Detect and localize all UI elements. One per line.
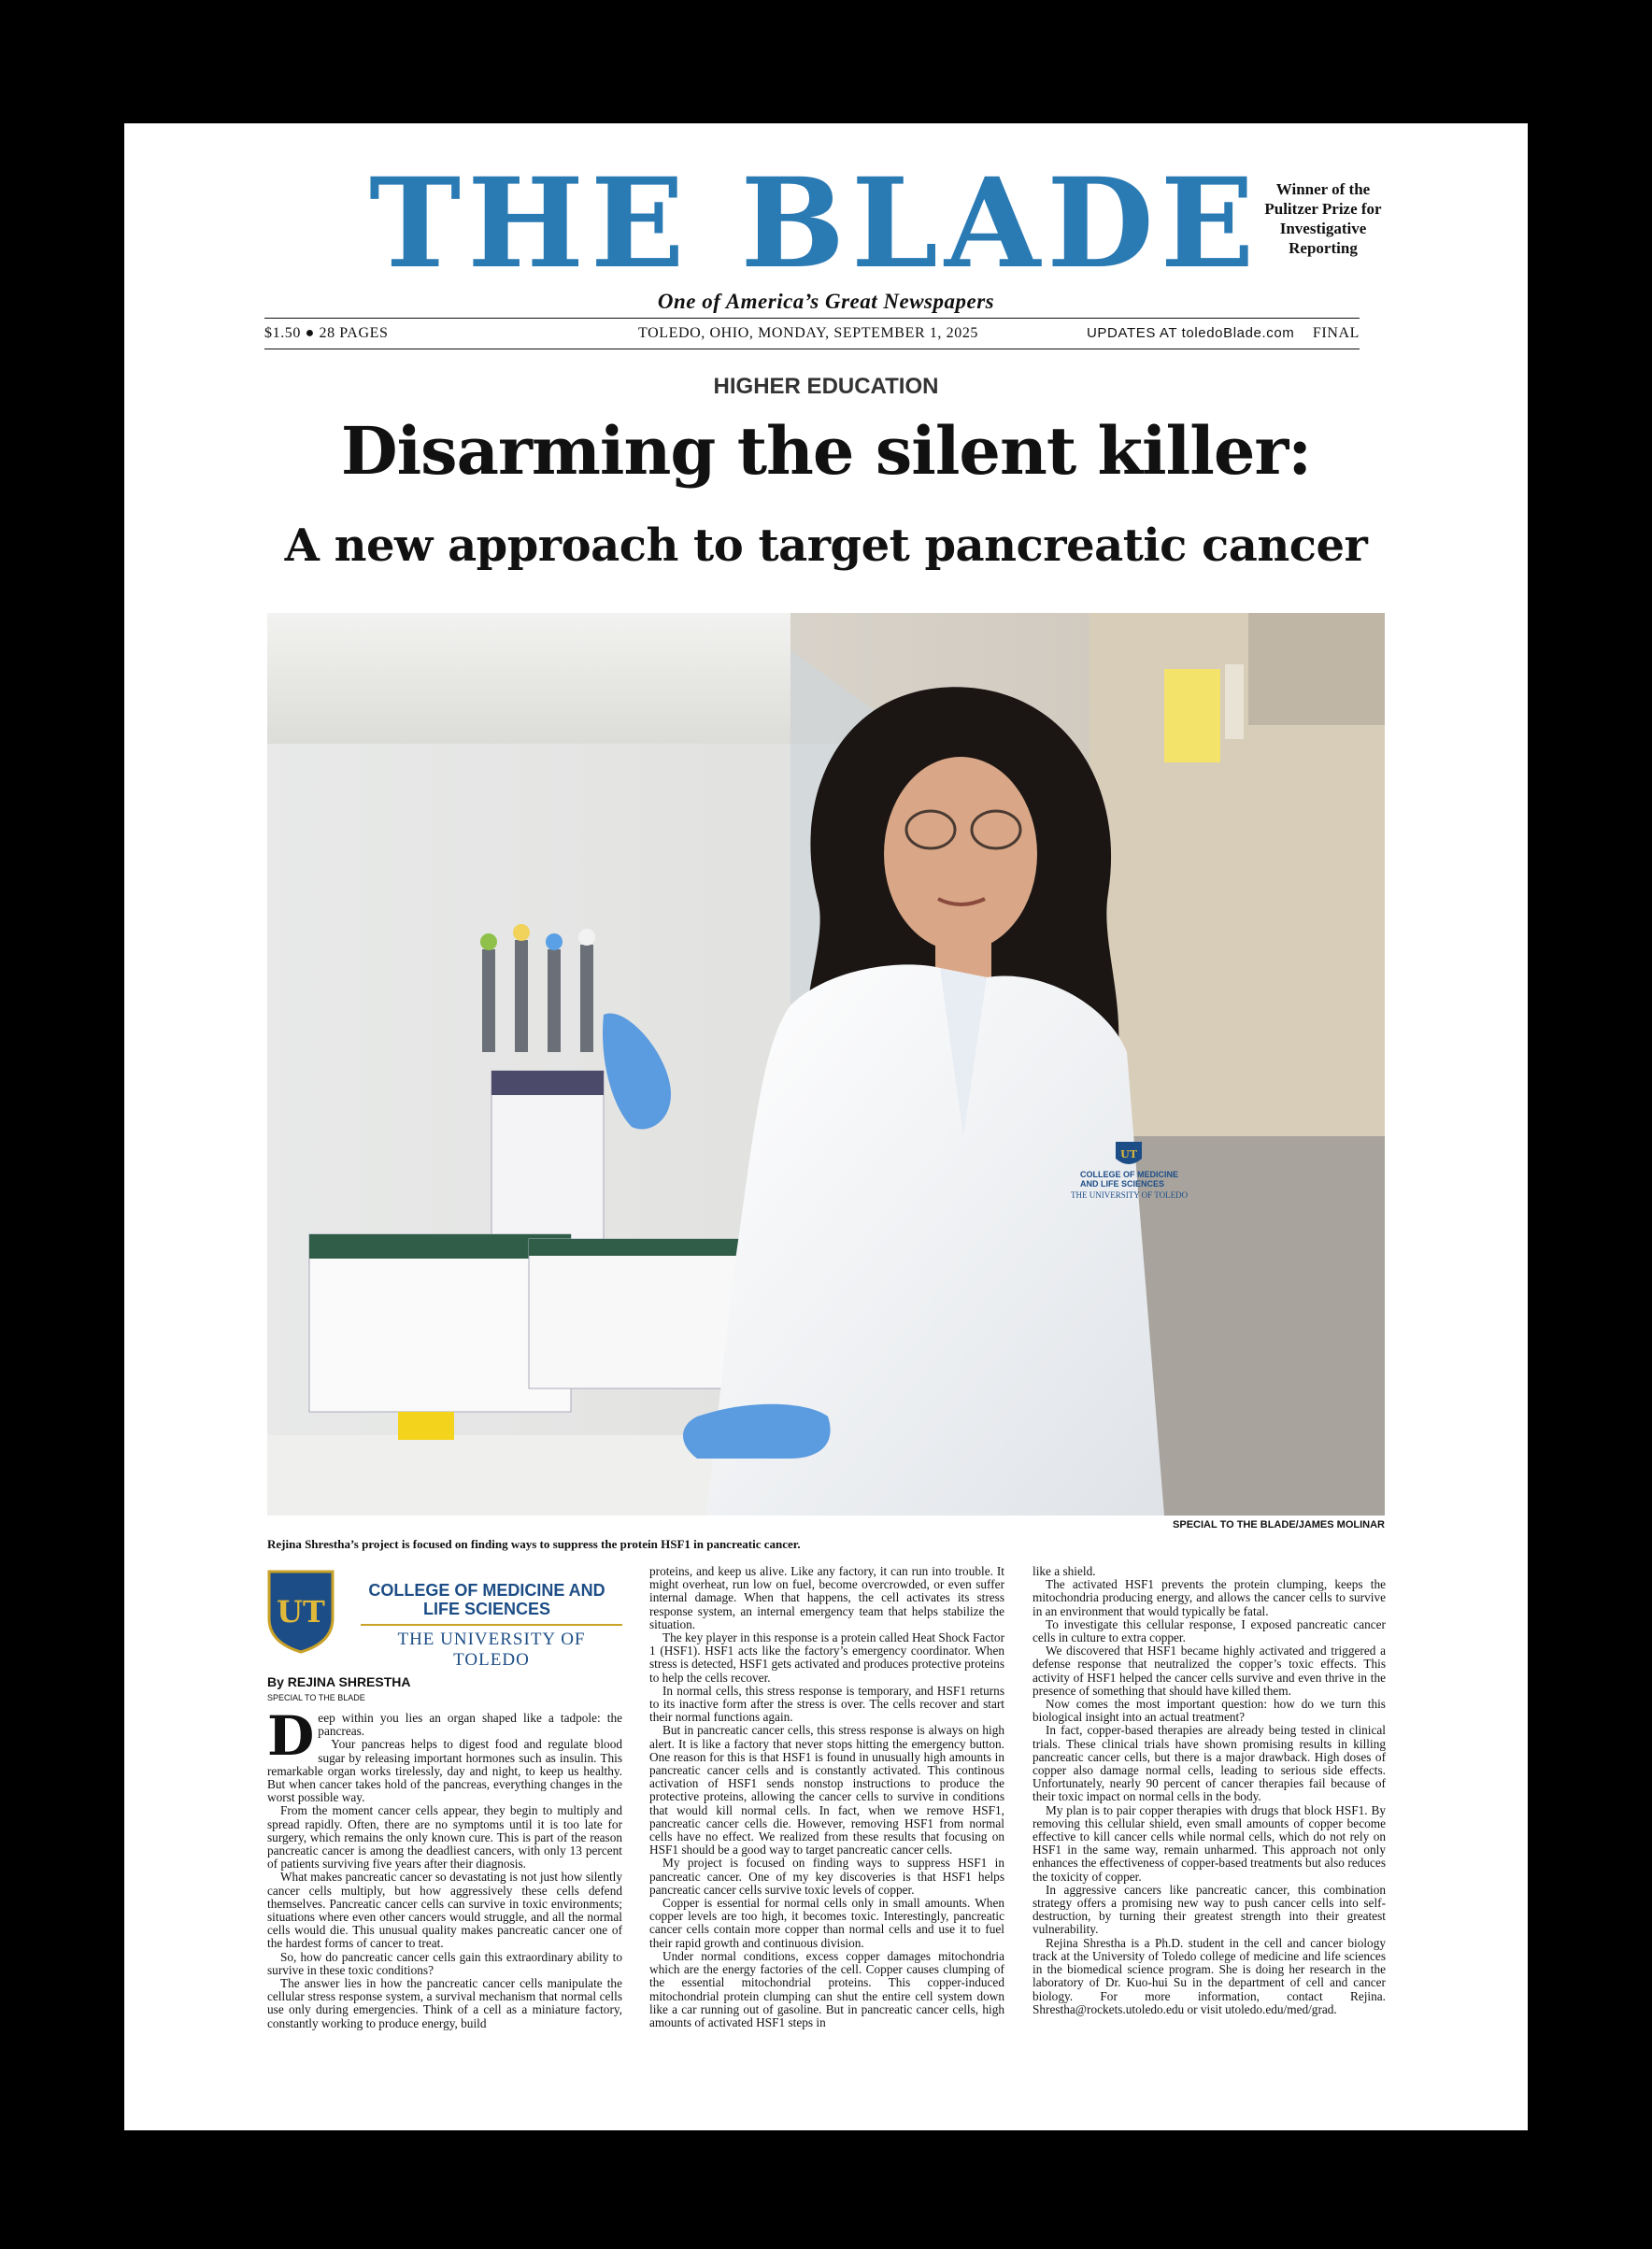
paragraph: So, how do pancreatic cancer cells gain this extraordinary ability to survive in these toxic conditions? bbox=[267, 1949, 622, 1977]
paragraph: My project is focused on finding ways to suppress HSF1 in pancreatic cancer. One of my key discoveries is that HSF1 helps pancreatic cancer cells survive toxic levels of copper. bbox=[649, 1856, 1004, 1897]
paragraph: Now comes the most important question: how do we turn this biological insight into an actual treatment? bbox=[1032, 1697, 1386, 1725]
paragraph: But in pancreatic cancer cells, this stress response is always on high alert. It is like a factory that never stops hitting the emergency button. One reason for this is that HSF1 is found in unusually high amounts in pancreatic cancer cells and is constantly activated. This continous activation of HSF1 sends nonstop instructions to produce the protective proteins, allowing the cancer cells to survive in conditions that would kill normal cells. In fact, when we remove HSF1, pancreatic cancer cells die. However, removing HSF1 from normal cells have no effect. We realized from these results that focusing on HSF1 should be a good way to target pancreatic cancer cells. bbox=[649, 1723, 1004, 1858]
shield-text: UT bbox=[277, 1594, 325, 1630]
paragraph: In normal cells, this stress response is temporary, and HSF1 returns to its inactive form after the stress is over. The cells recover and start their normal functions again. bbox=[649, 1683, 1004, 1725]
article-column-3 bbox=[1032, 1565, 1386, 2016]
edition-label: FINAL bbox=[1312, 325, 1360, 341]
byline: By REJINA SHRESTHA bbox=[267, 1674, 411, 1689]
paragraph: Rejina Shrestha is a Ph.D. student in the cell and cancer biology track at the University of Toledo college of medicine and life sciences in the biomedical science program. She is doing her research in the laboratory of Dr. Kuo-hui Su in the department of cell and cancer biology. For more information, contact Rejina. Shrestha@rockets.utoledo.edu or visit utoledo.edu/med/grad. bbox=[1032, 1935, 1386, 2016]
price-pages: $1.50 ● 28 PAGES bbox=[264, 325, 389, 341]
subheadline: A new approach to target pancreatic cancer bbox=[284, 520, 1368, 572]
paragraph: Under normal conditions, excess copper damages mitochondria which are the energy factories of the cell. Copper causes clumping of the essential mitochondrial proteins. This copper-induced mitochondrial protein clumping can shut the entire cell system down like a car running out of gasoline. But in pancreatic cancer cells, high amounts of activated HSF1 steps in bbox=[649, 1948, 1004, 2029]
masthead bbox=[124, 123, 1528, 341]
paragraph: The answer lies in how the pancreatic cancer cells manipulate the cellular stress response system, a survival mechanism that normal cells use only during emergencies. Think of a cell as a miniature factory, constantly working to produce energy, build bbox=[267, 1976, 622, 2030]
paragraph: proteins, and keep us alive. Like any factory, it can run into trouble. It might overheat, run low on fuel, become overcrowded, or even suffer internal damage. When that happens, the cell activates its stress response system, an internal emergency team that helps stabilize the situation. bbox=[649, 1564, 1004, 1631]
drop-cap: D bbox=[267, 1704, 315, 1768]
photo-caption: Rejina Shrestha’s project is focused on finding ways to suppress the protein HSF1 in pancreatic cancer. bbox=[267, 1537, 801, 1551]
divider bbox=[361, 1624, 622, 1626]
university-name: THE UNIVERSITY OF TOLEDO bbox=[397, 1630, 586, 1670]
paragraph: From the moment cancer cells appear, they begin to multiply and spread rapidly. Often, there are no symptoms until it is too late for surgery, which remains the only known cure. This is part of the reason pancreatic cancer is among the deadliest cancers, with only 13 percent of patients surviving five years after their diagnosis. bbox=[267, 1803, 622, 1872]
paragraph: To investigate this cellular response, I exposed pancreatic cancer cells in culture to extra copper. bbox=[1032, 1616, 1386, 1645]
pulitzer-note: Winner of the Pulitzer Prize for Investigative Reporting bbox=[1264, 180, 1382, 257]
paragraph: like a shield. bbox=[1032, 1564, 1096, 1578]
lead-photo bbox=[267, 613, 1385, 1516]
college-logo bbox=[267, 1570, 622, 1670]
college-name: COLLEGE OF MEDICINE AND LIFE SCIENCES bbox=[368, 1581, 605, 1618]
paragraph: In aggressive cancers like pancreatic cancer, this combination strategy offers a promising new way to push cancer cells into self-destruction, by turning their greatest strength into their greatest vulnerability. bbox=[1032, 1882, 1386, 1937]
coat-label-line2: AND LIFE SCIENCES bbox=[1080, 1179, 1165, 1189]
newspaper-page bbox=[124, 123, 1528, 2130]
photo-credit: SPECIAL TO THE BLADE/JAMES MOLINAR bbox=[1173, 1519, 1385, 1530]
dateline: TOLEDO, OHIO, MONDAY, SEPTEMBER 1, 2025 bbox=[638, 325, 979, 341]
paragraph: The key player in this response is a protein called Heat Shock Factor 1 (HSF1). HSF1 acts like the factory’s emergency coordinator. When stress is detected, HSF1 gets activated and produces protective proteins to help the cells recover. bbox=[649, 1630, 1004, 1685]
byline-affiliation: SPECIAL TO THE BLADE bbox=[267, 1693, 365, 1702]
divider bbox=[264, 318, 1360, 319]
paragraph: Deep within you lies an organ shaped like a tadpole: the pancreas. bbox=[267, 1704, 622, 1768]
paragraph: Your pancreas helps to digest food and regulate blood sugar by releasing important hormones such as insulin. This remarkable organ works tirelessly, day and night, to keep us healthy. But when cancer takes hold of the pancreas, everything changes in the worst possible way. bbox=[267, 1737, 622, 1805]
coat-label-line3: THE UNIVERSITY OF TOLEDO bbox=[1071, 1190, 1189, 1200]
section-kicker: HIGHER EDUCATION bbox=[713, 374, 939, 399]
masthead-title: THE BLADE bbox=[369, 151, 1261, 296]
paragraph: My plan is to pair copper therapies with drugs that block HSF1. By removing this cellular shield, even small amounts of copper become effective to kill cancer cells while normal cells, which do not rely on HSF1 in the same way, remain unharmed. This approach not only enhances the effectiveness of copper-based treatments but also reduces the toxicity of copper. bbox=[1032, 1802, 1386, 1884]
coat-label-line1: COLLEGE OF MEDICINE bbox=[1080, 1170, 1179, 1179]
ut-shield-icon bbox=[267, 1570, 335, 1654]
coat-shield: UT bbox=[1120, 1148, 1137, 1160]
article-column-2 bbox=[649, 1565, 1004, 2029]
paragraph: What makes pancreatic cancer so devastating is not just how silently cancer cells multiply, but how aggressively these cells defend themselves. Pancreatic cancer cells can survive in toxic environments; situations where even other cancers would struggle, and all the normal cells would die. This unusual quality makes pancreatic cancer one of the hardest forms of cancer to treat. bbox=[267, 1870, 622, 1951]
paragraph: The activated HSF1 prevents the protein clumping, keeps the mitochondria producing energy, and allows the cancer cells to survive in an environment that would typically be fatal. bbox=[1032, 1577, 1386, 1618]
headline: Disarming the silent killer: bbox=[340, 412, 1312, 490]
tagline: One of America’s Great Newspapers bbox=[657, 290, 995, 313]
paragraph: Copper is essential for normal cells only in small amounts. When copper levels are too high, it becomes toxic. Interestingly, pancreatic cancer cells contain more copper than normal cells and use it to fuel their rapid growth and continuous division. bbox=[649, 1896, 1004, 1950]
paragraph: In fact, copper-based therapies are already being tested in clinical trials. These clinical trials have shown promising results in killing pancreatic cancer cells, but there is a major drawback. High doses of copper also damage normal cells, leading to serious side effects. Unfortunately, nearly 90 percent of cancer therapies fail because of their toxic impact on normal cells in the body. bbox=[1032, 1723, 1386, 1804]
article-column-1 bbox=[267, 1704, 622, 2030]
updates-link[interactable]: UPDATES AT toledoBlade.com bbox=[1087, 325, 1295, 341]
dateline-bar bbox=[264, 325, 1360, 346]
paragraph: We discovered that HSF1 became highly activated and triggered a defense response that neutralized the copper’s toxic effects. This activity of HSF1 helped the cancer cells survive and even thrive in the presence of something that should have killed them. bbox=[1032, 1644, 1386, 1698]
